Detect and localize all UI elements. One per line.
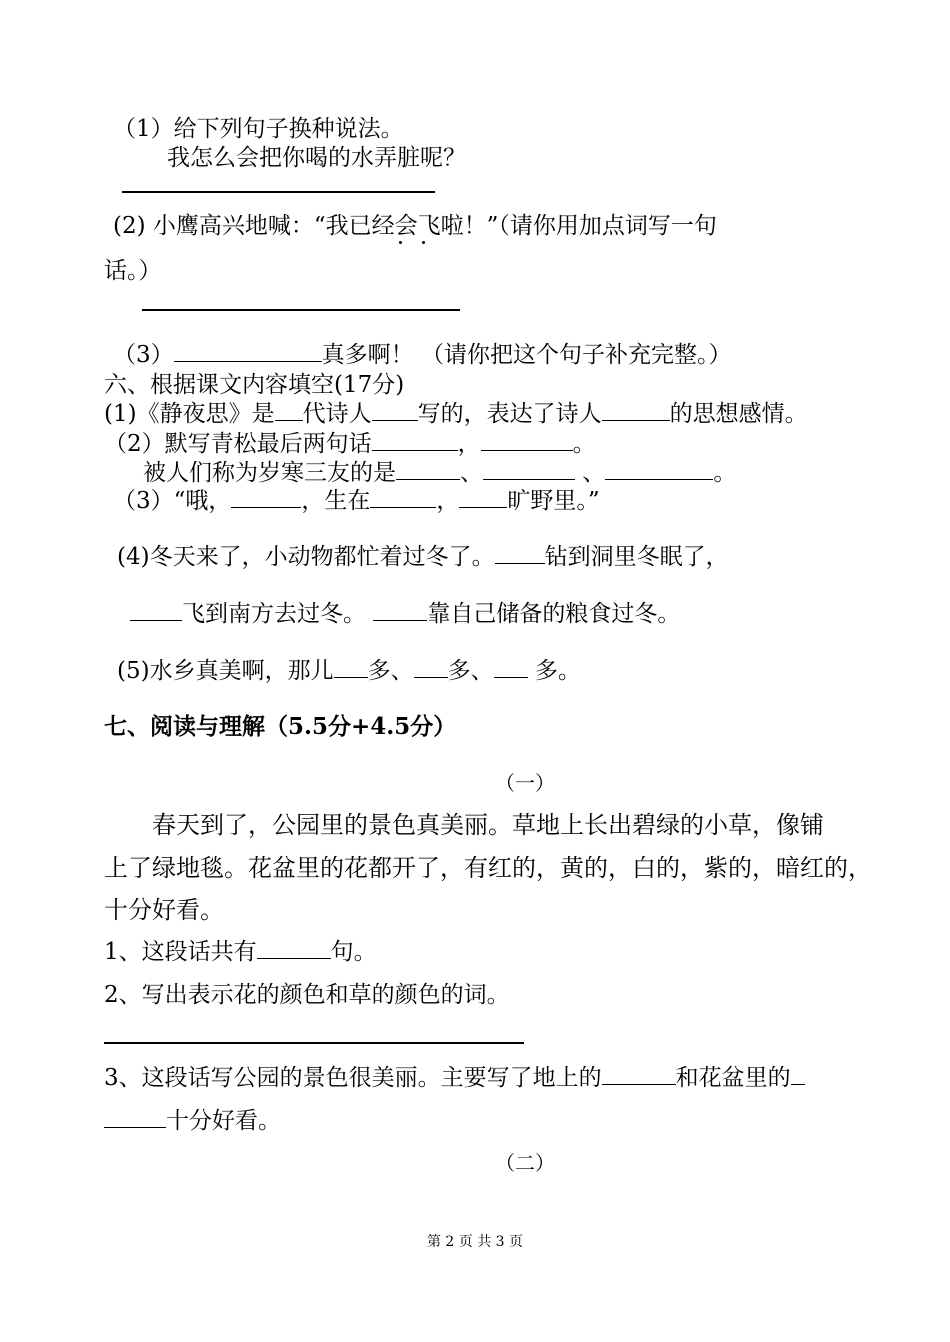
text: 飞到南方去过冬。	[182, 601, 374, 627]
answer-line	[122, 191, 435, 193]
blank[interactable]	[602, 1062, 676, 1085]
blank[interactable]	[334, 655, 368, 678]
passage-line-3: 十分好看。	[104, 896, 224, 924]
passage-line-2: 上了绿地毯。花盆里的花都开了，有红的，黄的，白的，紫的，暗红的，	[104, 854, 872, 882]
text: 钻到洞里冬眠了，	[544, 544, 729, 570]
text: 3、这段话写公园的景色很美丽。主要写了地上的	[104, 1065, 602, 1091]
blank[interactable]	[602, 398, 670, 421]
s7-question-3	[104, 1062, 805, 1093]
s6-item-3	[113, 485, 600, 516]
text: 代诗人	[302, 401, 372, 427]
s5-q3	[113, 339, 731, 370]
blank[interactable]	[605, 457, 713, 480]
blank[interactable]	[372, 428, 458, 451]
text: 被人们称为岁寒三友的是	[143, 460, 396, 486]
blank[interactable]	[483, 457, 575, 480]
s7-question-1	[104, 936, 377, 967]
blank[interactable]	[396, 457, 460, 480]
emphasis-dot	[399, 241, 402, 244]
text: (4)冬天来了，小动物都忙着过冬了。	[117, 544, 495, 570]
s5-q3-text: 真多啊！ （请你把这个句子补充完整。）	[321, 342, 732, 368]
text: 。	[713, 460, 737, 486]
s5-q3-number: （3）	[113, 342, 174, 368]
text: 靠自己储备的粮食过冬。	[427, 601, 681, 627]
text: ，	[457, 431, 481, 457]
blank[interactable]	[104, 1105, 166, 1128]
text: 十分好看。	[166, 1108, 281, 1134]
text: (1)《静夜思》是	[104, 401, 275, 427]
part-1-label: （一）	[495, 771, 555, 795]
page-footer: 第 2 页 共 3 页	[426, 1234, 524, 1250]
passage-line-1: 春天到了，公园里的景色真美丽。草地上长出碧绿的小草，像铺	[152, 811, 824, 839]
s6-item-5	[117, 655, 581, 686]
text: 多。	[527, 658, 581, 684]
blank[interactable]	[495, 541, 545, 564]
blank[interactable]	[373, 598, 427, 621]
text: 和花盆里的	[675, 1065, 791, 1091]
text: ，生在	[301, 488, 371, 514]
s6-item-1	[104, 398, 808, 429]
blank[interactable]	[459, 485, 507, 508]
text: ，	[436, 488, 460, 514]
text: 、	[575, 460, 606, 486]
s7-question-2: 2、写出表示花的颜色和草的颜色的词。	[104, 982, 510, 1008]
s5-q1-prompt: （1）给下列句子换种说法。	[113, 116, 404, 142]
s5-q2-prompt: (2) 小鹰高兴地喊：“我已经会飞啦！”（请你用加点词写一句	[113, 213, 717, 239]
s5-q2-prompt-cont: 话。）	[104, 258, 162, 284]
s6-item-4-cont	[130, 598, 680, 629]
text: 句。	[330, 939, 377, 965]
part-2-label: （二）	[495, 1151, 555, 1175]
blank[interactable]	[231, 485, 301, 508]
section-6-title: 六、根据课文内容填空(17分)	[104, 372, 405, 398]
text: （3）“哦，	[113, 488, 232, 514]
s6-item-4	[117, 541, 729, 572]
blank[interactable]	[372, 398, 418, 421]
blank[interactable]	[791, 1062, 805, 1085]
answer-line	[104, 1042, 524, 1044]
emphasis-dot	[422, 241, 425, 244]
text: 。	[572, 431, 596, 457]
text: 多、	[447, 658, 494, 684]
text: 旷野里。”	[507, 488, 600, 514]
blank[interactable]	[275, 398, 303, 421]
s6-item-2-cont	[143, 457, 736, 488]
blank[interactable]	[130, 598, 182, 621]
s5-q1-sentence: 我怎么会把你喝的水弄脏呢？	[167, 145, 466, 171]
s7-question-3-cont	[104, 1105, 281, 1136]
blank[interactable]	[370, 485, 436, 508]
blank[interactable]	[414, 655, 448, 678]
text: 的思想感情。	[669, 401, 808, 427]
blank[interactable]	[494, 655, 528, 678]
text: （2）默写青松最后两句话	[104, 431, 372, 457]
text: (5)水乡真美啊，那儿	[117, 658, 334, 684]
answer-line	[142, 309, 460, 311]
section-7-title: 七、阅读与理解（5.5分+4.5分）	[104, 713, 457, 740]
blank[interactable]	[481, 428, 573, 451]
s6-item-2	[104, 428, 596, 459]
text: 1、这段话共有	[104, 939, 257, 965]
blank[interactable]	[257, 936, 331, 959]
text: 多、	[367, 658, 414, 684]
text: 写的，表达了诗人	[417, 401, 602, 427]
blank[interactable]	[174, 339, 322, 362]
text: 、	[460, 460, 483, 486]
